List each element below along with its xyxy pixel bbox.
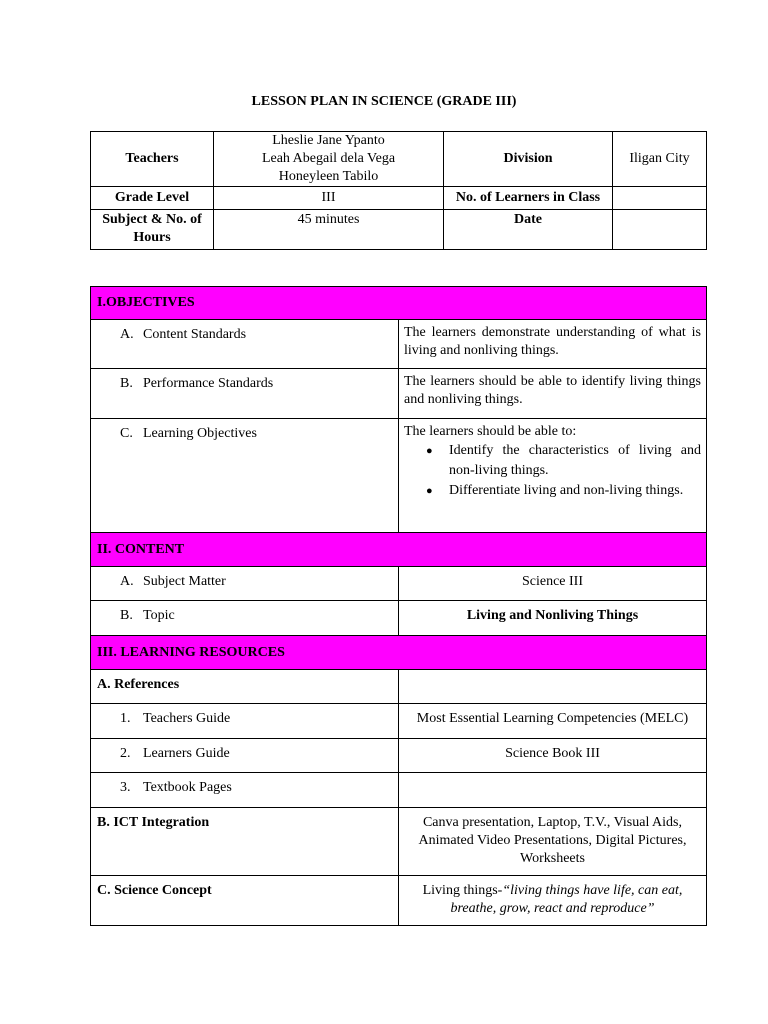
learners-guide-label [91, 739, 399, 773]
item-letter: B. [120, 376, 133, 391]
learners-count-label: No. of Learners in Class [444, 187, 613, 210]
document-title: LESSON PLAN IN SCIENCE (GRADE III) [251, 94, 517, 109]
item-label: Subject Matter [143, 574, 226, 589]
teacher-name: Lheslie Jane Ypanto [272, 133, 385, 148]
item-number: 1. [120, 711, 131, 726]
item-letter: A. [120, 327, 134, 342]
content-heading: II. CONTENT [91, 533, 707, 567]
item-letter: A. [120, 574, 134, 589]
grade-level-value: III [214, 187, 444, 210]
ict-integration-value: Canva presentation, Laptop, T.V., Visual Aids, Animated Video Presentations, Digital Pictures, Worksheets [399, 808, 707, 876]
subject-matter-value: Science III [399, 567, 707, 601]
topic-label [91, 601, 399, 636]
item-label: Topic [143, 608, 175, 623]
subject-hours-value: 45 minutes [214, 210, 444, 250]
content-standards-label [91, 320, 399, 369]
subject-matter-label [91, 567, 399, 601]
topic-value: Living and Nonliving Things [399, 601, 707, 636]
item-letter: B. [120, 608, 133, 623]
objectives-intro: The learners should be able to: [404, 424, 577, 439]
concept-prefix: Living things- [422, 883, 503, 898]
ict-integration-label: B. ICT Integration [91, 808, 399, 876]
references-label: A. References [91, 670, 399, 704]
science-concept-value [399, 876, 707, 926]
item-letter: C. [120, 426, 133, 441]
science-concept-label: C. Science Concept [91, 876, 399, 926]
item-number: 3. [120, 780, 131, 795]
item-number: 2. [120, 746, 131, 761]
textbook-pages-value [399, 773, 707, 808]
date-value [613, 210, 707, 250]
teachers-guide-value: Most Essential Learning Competencies (MELC) [399, 704, 707, 739]
teachers-guide-label [91, 704, 399, 739]
references-value [399, 670, 707, 704]
grade-level-label: Grade Level [91, 187, 214, 210]
division-value: Iligan City [613, 132, 707, 187]
learning-objectives-label [91, 419, 399, 533]
learners-guide-value: Science Book III [399, 739, 707, 773]
list-item: ● Identify the characteristics of living and non-living things. [426, 443, 701, 478]
objectives-list [404, 441, 701, 501]
teachers-label: Teachers [91, 132, 214, 187]
date-label: Date [444, 210, 613, 250]
list-item: ● Differentiate living and non-living things. [404, 481, 701, 501]
teacher-name: Honeyleen Tabilo [278, 169, 379, 184]
bullet-icon: ● [426, 445, 433, 457]
teachers-value [214, 132, 444, 187]
content-standards-value: The learners demonstrate understanding of what is living and nonliving things. [399, 320, 707, 369]
item-label: Teachers Guide [143, 711, 231, 726]
teacher-name: Leah Abegail dela Vega [261, 151, 396, 166]
division-label: Division [444, 132, 613, 187]
lesson-plan-table [90, 286, 707, 926]
subject-hours-label: Subject & No. of Hours [91, 210, 214, 250]
textbook-pages-label [91, 773, 399, 808]
item-label: Content Standards [143, 327, 247, 342]
learners-count-value [613, 187, 707, 210]
performance-standards-label [91, 369, 399, 419]
item-label: Textbook Pages [143, 780, 232, 795]
concept-text: “living things have life, can eat, breathe, grow, react and reproduce” [450, 883, 683, 916]
header-info-table [90, 131, 707, 250]
learning-objectives-value [399, 419, 707, 533]
learning-resources-heading: III. LEARNING RESOURCES [91, 636, 707, 670]
bullet-icon: ● [426, 485, 433, 497]
item-label: Performance Standards [143, 376, 274, 391]
objectives-heading: I.OBJECTIVES [91, 287, 707, 320]
item-label: Learning Objectives [143, 426, 257, 441]
performance-standards-value: The learners should be able to identify living things and nonliving things. [399, 369, 707, 419]
item-label: Learners Guide [143, 746, 230, 761]
